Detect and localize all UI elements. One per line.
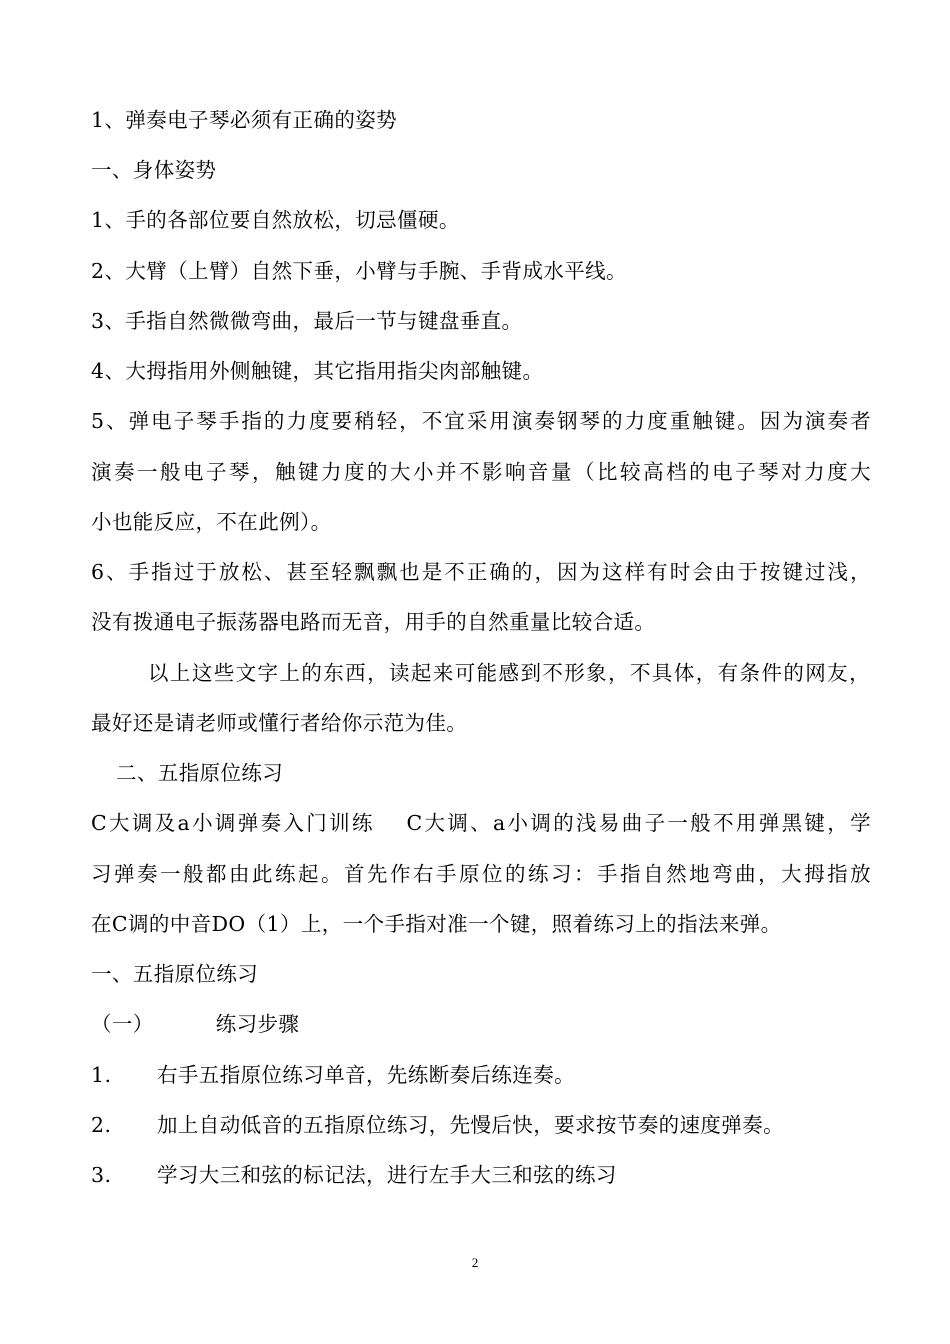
paragraph-line: 演奏一般电子琴，触键力度的大小并不影响音量（比较高档的电子琴对力度大 (91, 460, 871, 484)
paragraph-line: 在C调的中音DO（1）上，一个手指对准一个键，照着练习上的指法来弹。 (91, 912, 782, 936)
paragraph-line: C大调及a小调弹奏入门训练 C大调、a小调的浅易曲子一般不用弹黑键，学 (91, 811, 871, 835)
subsection-heading: 一、五指原位练习 (91, 962, 259, 986)
subsection-heading: 二、五指原位练习 (116, 761, 284, 785)
subsection-heading: 一、身体姿势 (91, 158, 217, 182)
list-item (91, 1115, 871, 1136)
list-item-text: 右手五指原位练习单音，先练断奏后练连奏。 (157, 1063, 575, 1087)
paragraph-line: 小也能反应，不在此例）。 (91, 510, 332, 534)
list-item-number: 2. (91, 1113, 112, 1137)
page-number: 2 (471, 1255, 479, 1270)
paragraph-line: 1、手的各部位要自然放松，切忌僵硬。 (91, 208, 460, 232)
paragraph-line: 4、大拇指用外侧触键，其它指用指尖肉部触键。 (91, 359, 544, 383)
paragraph-line: 5、弹电子琴手指的力度要稍轻，不宜采用演奏钢琴的力度重触键。因为演奏者 (91, 409, 871, 433)
paragraph-line: 最好还是请老师或懂行者给你示范为佳。 (91, 711, 468, 735)
paragraph-line: 2、大臂（上臂）自然下垂，小臂与手腕、手背成水平线。 (91, 259, 627, 283)
list-item-number: 1. (91, 1063, 112, 1087)
paragraph-line: 习弹奏一般都由此练起。首先作右手原位的练习：手指自然地弯曲，大拇指放 (91, 862, 871, 886)
subsection-label (91, 1014, 871, 1035)
paragraph-line: 没有拨通电子振荡器电路而无音，用手的自然重量比较合适。 (91, 610, 656, 634)
list-item (91, 1165, 871, 1186)
list-item-number: 3. (91, 1163, 112, 1187)
paragraph-line: 3、手指自然微微弯曲，最后一节与键盘垂直。 (91, 309, 523, 333)
list-item-text: 学习大三和弦的标记法，进行左手大三和弦的练习 (157, 1163, 617, 1187)
list-item (91, 1065, 871, 1086)
list-item-text: 加上自动低音的五指原位练习，先慢后快，要求按节奏的速度弹奏。 (157, 1113, 784, 1137)
section-heading: 1、弹奏电子琴必须有正确的姿势 (91, 108, 398, 132)
paragraph-line: 以上这些文字上的东西，读起来可能感到不形象，不具体，有条件的网友， (148, 661, 870, 685)
subsection-title: 练习步骤 (215, 1012, 300, 1036)
paragraph-line: 6、手指过于放松、甚至轻飘飘也是不正确的，因为这样有时会由于按键过浅， (91, 560, 871, 584)
subsection-marker: （一） (91, 1012, 154, 1036)
